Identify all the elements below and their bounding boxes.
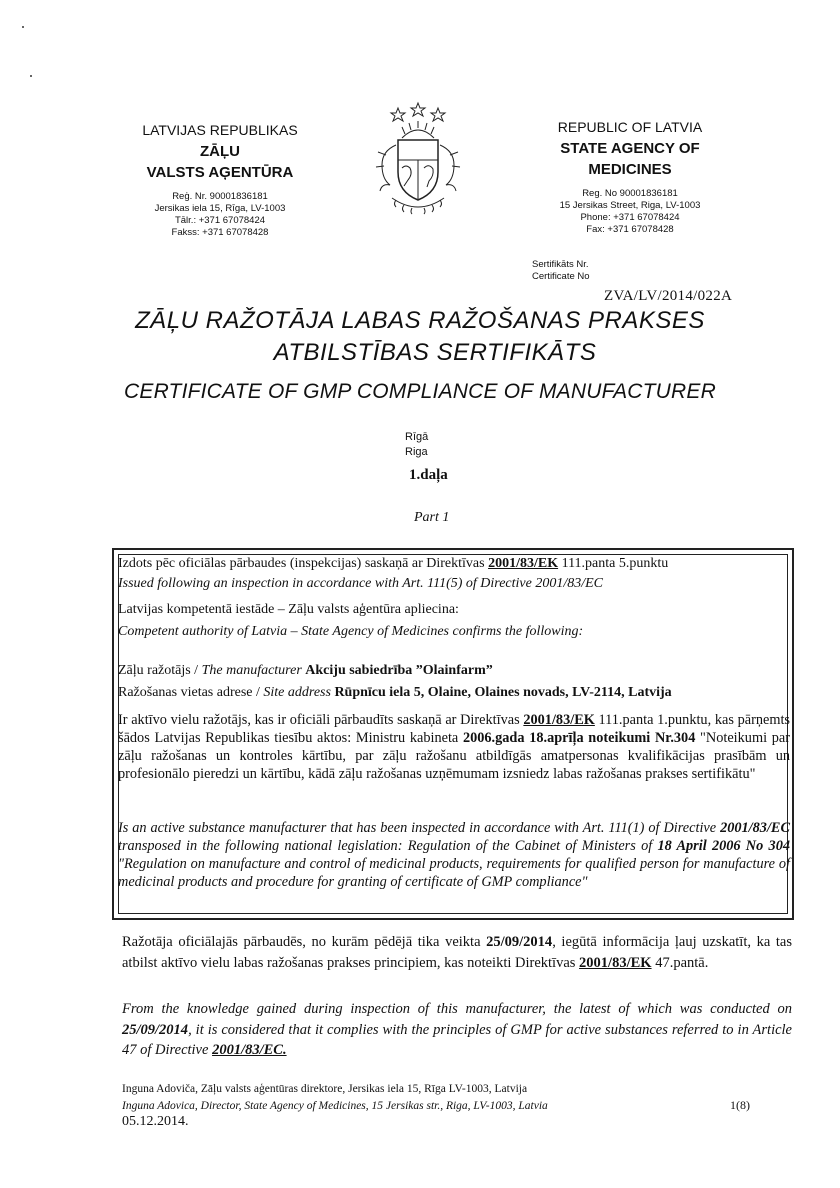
authority-en: Competent authority of Latvia – State Agency of Medicines confirms the following:: [118, 624, 584, 639]
scan-speck: [30, 75, 32, 77]
title-en: CERTIFICATE OF GMP COMPLIANCE OF MANUFACTURER: [124, 380, 716, 403]
issued-en: Issued following an inspection in accordance with Art. 111(5) of Directive 2001/83/EC: [118, 576, 604, 591]
scan-speck: [22, 26, 24, 28]
certificate-number: ZVA/LV/2014/022A: [604, 288, 733, 304]
certificate-label-lv: Sertifikāts Nr.: [532, 259, 589, 270]
header-right-reg: Reg. No 90001836181: [582, 188, 678, 199]
header-left: [110, 120, 330, 239]
header-left-reg: Reģ. Nr. 90001836181: [172, 191, 268, 202]
header-right-line1: REPUBLIC OF LATVIA: [557, 119, 703, 135]
place-lv: Rīgā: [405, 431, 429, 443]
directive-link: 2001/83/EK: [488, 556, 559, 571]
header-left-line2: ZĀĻU: [200, 143, 240, 160]
manufacturer-line: Zāļu ražotājs / The manufacturer Akciju sabiedrība ”Olainfarm”: [118, 663, 493, 678]
certificate-label-en: Certificate No: [532, 271, 590, 282]
site-address: Rūpnīcu iela 5, Olaine, Olaines novads, LV-2114, Latvija: [334, 685, 672, 700]
issued-lv: Izdots pēc oficiālas pārbaudes (inspekcijas) saskaņā ar Direktīvas 2001/83/EK 111.panta 5.punktu: [118, 556, 669, 571]
part-lv: 1.daļa: [409, 467, 448, 483]
manufacturer-name: Akciju sabiedrība ”Olainfarm”: [305, 663, 493, 678]
active-substance-lv: Ir aktīvo vielu ražotājs, kas ir oficiāli pārbaudīts saskaņā ar Direktīvas 2001/83/EK 111.panta 1.punktu, kas pārņemts šādos Latvijas Republikas tiesību aktos: Ministru kabineta 2006.gada 18.aprīļa noteikumi Nr.304 "Noteikumi par zāļu ražošanas un kontroles kārtību, par zāļu ražošanu atbildīgās amatpersonas kvalifikācijas prasībām un profesionālo pieredzi un kārtību, kādā zāļu ražošanas uzņēmumam izsniedz labas ražošanas prakses sertifikātu": [118, 712, 790, 782]
header-left-address: Jersikas iela 15, Rīga, LV-1003: [154, 203, 286, 214]
coat-of-arms-emblem: [358, 100, 478, 220]
header-right: [510, 117, 750, 236]
header-left-line3: VALSTS AĢENTŪRA: [146, 164, 294, 181]
issue-date: 05.12.2014.: [122, 1114, 189, 1129]
title-lv-line2: ATBILSTĪBAS SERTIFIKĀTS: [273, 339, 597, 366]
header-right-address: 15 Jersikas Street, Riga, LV-1003: [559, 200, 701, 211]
authority-lv: Latvijas kompetentā iestāde – Zāļu valsts aģentūra apliecina:: [118, 602, 459, 617]
inspection-en: From the knowledge gained during inspection of this manufacturer, the latest of which was conducted on 25/09/2014, it is considered that it complies with the principles of GMP for active substances referred to in Article 47 of Directive 2001/83/EC.: [122, 1001, 792, 1058]
part-en: Part 1: [414, 510, 450, 525]
title-lv-line1: ZĀĻU RAŽOTĀJA LABAS RAŽOŠANAS PRAKSES: [135, 307, 705, 334]
inspection-lv: Ražotāja oficiālajās pārbaudēs, no kurām pēdējā tika veikta 25/09/2014, iegūtā informācija ļauj uzskatīt, ka tas atbilst aktīvo vielu labas ražošanas prakses principiem, kas noteikti Direktīvas 2001/83/EK 47.pantā.: [122, 934, 792, 971]
site-address-line: Ražošanas vietas adrese / Site address Rūpnīcu iela 5, Olaine, Olaines novads, LV-2114, Latvija: [118, 685, 672, 700]
signatory-lv: Inguna Adoviča, Zāļu valsts aģentūras direktore, Jersikas iela 15, Rīga LV-1003, Latvija: [122, 1083, 528, 1095]
place: [405, 430, 428, 460]
header-left-fax: Fakss: +371 67078428: [171, 227, 269, 238]
certificate-label: [532, 259, 590, 283]
header-right-phone: Phone: +371 67078424: [580, 212, 680, 223]
header-right-line3: MEDICINES: [588, 161, 672, 178]
header-left-line1: LATVIJAS REPUBLIKAS: [142, 122, 298, 138]
place-en: Riga: [405, 446, 428, 458]
header-right-line2: STATE AGENCY OF: [560, 140, 700, 157]
active-substance-en: Is an active substance manufacturer that has been inspected in accordance with Art. 111(1) of Directive 2001/83/EC transposed in the following national legislation: Regulation of the Cabinet of Ministers of 18 April 2006 No 304 "Regulation on manufacture and control of medicinal products, requirements for qualified person for manufacture of medicinal products and procedure for granting of certificate of GMP compliance": [118, 820, 790, 890]
signatory-en: Inguna Adovica, Director, State Agency of Medicines, 15 Jersikas str., Riga, LV-1003, Latvia: [122, 1100, 548, 1112]
header-right-fax: Fax: +371 67078428: [586, 224, 674, 235]
header-left-phone: Tālr.: +371 67078424: [174, 215, 266, 226]
page-number: 1(8): [730, 1098, 750, 1112]
